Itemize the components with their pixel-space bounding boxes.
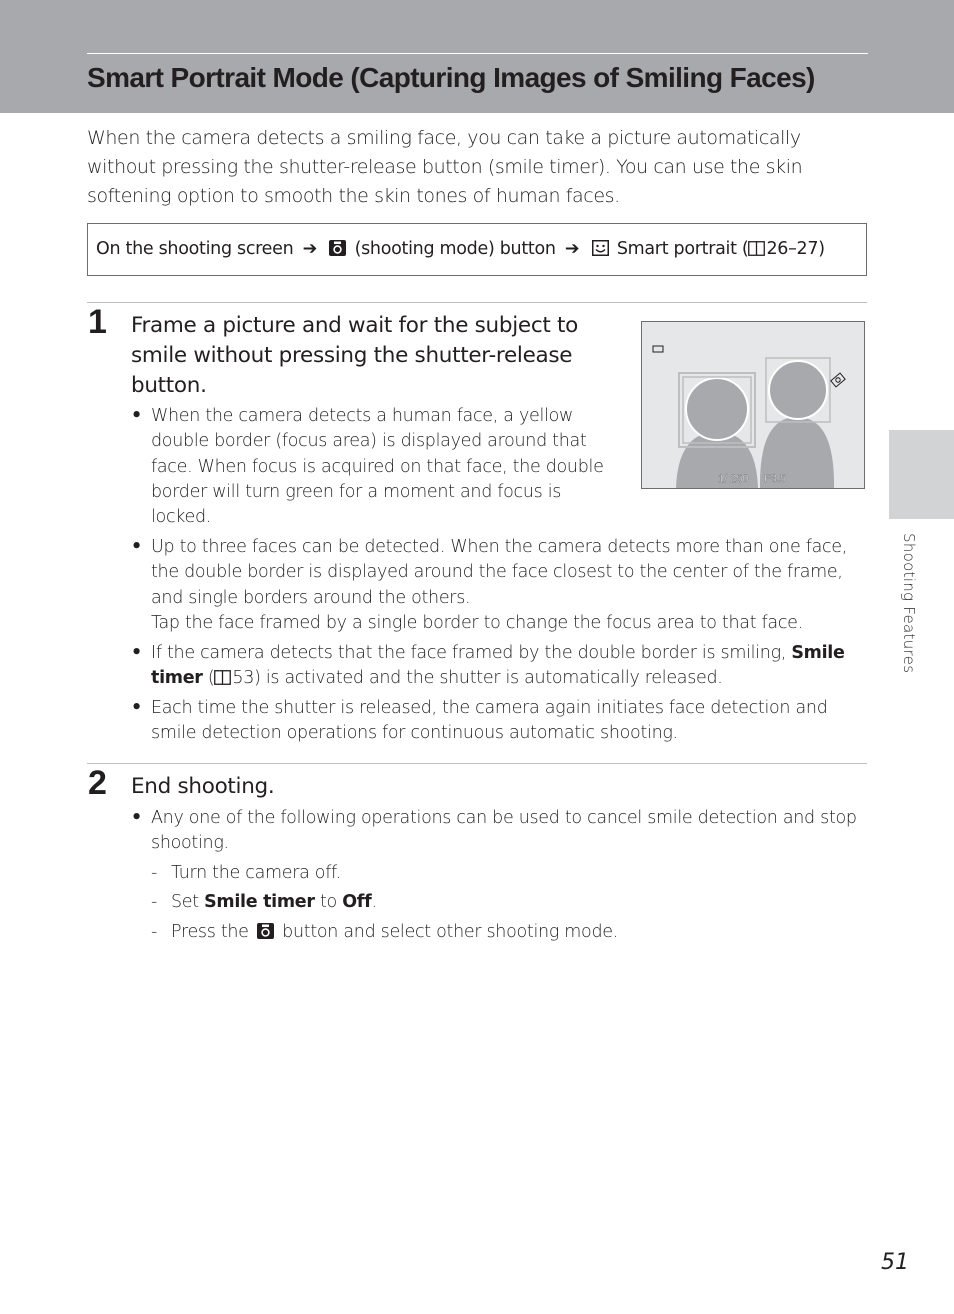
book-reference-icon <box>748 241 765 256</box>
section-label: Shooting Features <box>900 533 918 674</box>
list-item: - Press the button and select other shooting mode. <box>151 922 618 943</box>
nav-text-1: On the shooting screen <box>96 239 294 259</box>
book-reference-icon <box>214 670 231 685</box>
step-2-rule <box>87 763 867 764</box>
smart-portrait-icon <box>592 240 609 256</box>
step-1-bullets-top <box>131 404 611 535</box>
step-2-title: End shooting. <box>131 774 275 799</box>
shutter-speed-readout: 1/ 250 <box>718 473 749 485</box>
camera-screen-preview <box>641 321 865 489</box>
list-item: • Each time the shutter is released, the camera again initiates face detection and smile detection operations for continuous automatic shooting. <box>131 698 828 744</box>
list-item: • When the camera detects a human face, a yellow double border (focus area) is displayed around that face. When focus is acquired on that face, the double border will turn green for a moment and focus is locked. <box>131 406 604 528</box>
camera-icon <box>257 923 274 939</box>
step-1-number: 1 <box>88 303 107 341</box>
navigation-path-box <box>87 223 867 276</box>
step-2-bullets <box>131 806 867 950</box>
step-1-title: Frame a picture and wait for the subject to smile without pressing the shutter-release button. <box>131 313 578 398</box>
nav-text-3: Smart portrait ( <box>616 239 749 259</box>
list-item: - Turn the camera off. <box>151 862 341 883</box>
page-number: 51 <box>881 1250 909 1275</box>
page-title: Smart Portrait Mode (Capturing Images of Smiling Faces) <box>87 62 815 93</box>
face-detection-illustration <box>642 322 864 488</box>
arrow-icon: ➔ <box>564 239 580 259</box>
step-1-bullets <box>131 535 867 751</box>
list-item: - Set Smile timer to Off. <box>151 892 377 913</box>
step-2-sub-list <box>151 861 867 946</box>
list-item: • Up to three faces can be detected. When the camera detects more than one face, the double border is displayed around the face closest to the center of the frame, and single borders around the others. Tap the face framed by a single border to change the focus area to that face. <box>131 537 848 633</box>
nav-text-2: (shooting mode) button <box>354 239 556 259</box>
camera-icon <box>329 240 346 256</box>
header-rule <box>87 53 868 54</box>
list-item: • If the camera detects that the face framed by the double border is smiling, Smile timer ( 53) is activated and the shutter is automatically released. <box>131 642 845 689</box>
arrow-icon: ➔ <box>302 239 318 259</box>
step-2-number: 2 <box>88 764 107 802</box>
header-band <box>0 0 954 113</box>
nav-close: ) <box>818 239 825 259</box>
step-1-rule <box>87 302 867 303</box>
intro-paragraph: When the camera detects a smiling face, you can take a picture automatically without pressing the shutter-release button (smile timer). You can use the skin softening option to smooth the skin tones of human faces. <box>87 127 803 207</box>
list-item: • Any one of the following operations can be used to cancel smile detection and stop shooting. - Turn the camera off. - Set Smile timer to Off. - Press the button and select other shooting mode. <box>131 806 867 945</box>
section-tab <box>889 430 954 519</box>
aperture-readout: F3.5 <box>764 473 787 485</box>
nav-page-ref: 26–27 <box>766 239 819 259</box>
